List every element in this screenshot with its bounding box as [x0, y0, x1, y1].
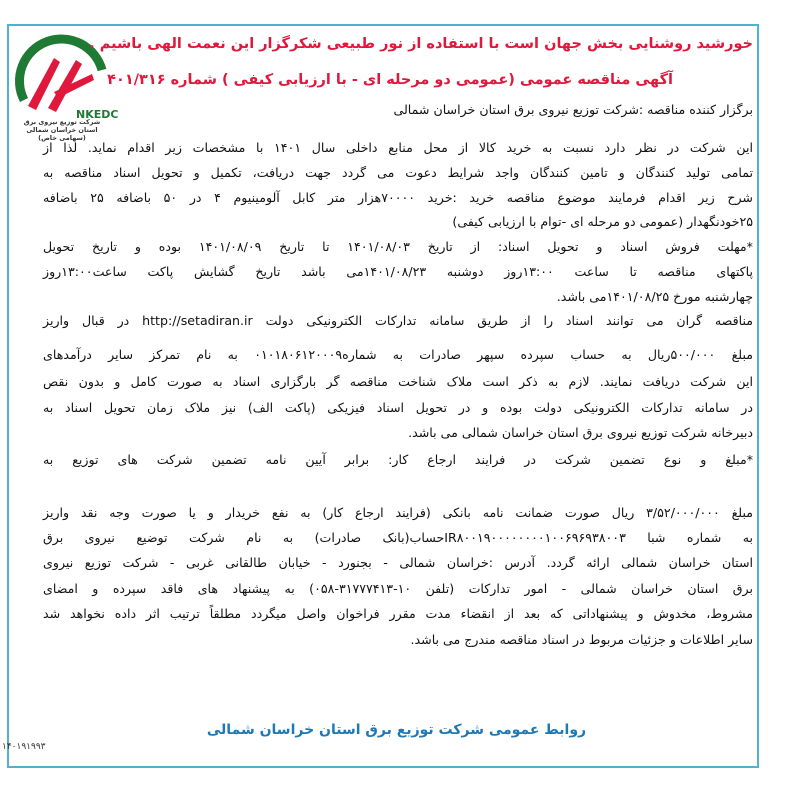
logo-caption: شرکت توزیع نیروی برق استان خراسان شمالی (سهامی خاص)	[23, 118, 101, 142]
body-line: مبلغ ۵۰۰/۰۰۰ریال به حساب سپرده سپهر صادرات به شماره۰۱۰۱۸۰۶۱۲۰۰۰۹ به نام تمرکز سایر درآمدهای	[43, 347, 753, 362]
body-line: پاکتهای مناقصه تا ساعت ۱۳:۰۰روز دوشنبه ۱۴۰۱/۰۸/۲۳می باشد تاریخ گشایش پاکت ساعت۱۳:۰۰روز	[43, 264, 753, 279]
body-line: سایر اطلاعات و جزئیات مربوط در اسناد مناقصه مندرج می باشد.	[410, 632, 753, 647]
body-line: *مبلغ و نوع تضمین شرکت در فرایند ارجاع کار: برابر آیین نامه تضمین شرکت های توزیع به	[43, 452, 753, 467]
body-line: این شرکت در نظر دارد نسبت به خرید کالا از محل منابع داخلی سال ۱۴۰۱ با مشخصات زیر اقدام نماید. لذا از	[43, 140, 753, 155]
body-line: مشروط، مخدوش و پیشنهاداتی که بعد از انقضاء مدت مقرر فراخوان واصل میگردد مطلقاً ترتیب اثر داده نخواهد شد	[43, 606, 753, 621]
body-line: ۲۵خودنگهدار (عمومی دو مرحله ای -توام با ارزیابی کیفی)	[452, 214, 753, 229]
ad-code: ۱۴۰۱۹۱۹۹۳	[2, 742, 46, 752]
body-line: چهارشنبه مورخ ۱۴۰۱/۰۸/۲۵می باشد.	[556, 289, 753, 304]
body-line: این شرکت دریافت نمایند. لازم به ذکر است ملاک شناخت مناقصه گر بارگزاری اسناد به صورت کامل و بدون نقص	[43, 374, 753, 389]
tender-title: آگهی مناقصه عمومی (عمومی دو مرحله ای - با ارزیابی کیفی ) شماره ۴۰۱/۳۱۶	[107, 72, 673, 88]
body-line: مبلغ ۳/۵۲/۰۰۰/۰۰۰ ریال صورت ضمانت نامه بانکی (فرایند ارجاع کار) به نفع خریدار و یا صورت وجه نقد واریز	[43, 505, 753, 520]
body-line: به شماره شبا IR۸۰۰۱۹۰۰۰۰۰۰۰۰۱۰۰۶۹۶۹۳۸۰۰۳حساب(بانک صادرات) به نام شرکت توضیع نیروی برق	[43, 530, 753, 545]
logo-brand: NKEDC	[76, 108, 119, 121]
ad-frame	[7, 24, 759, 768]
body-line: برگزار کننده مناقصه :شرکت توزیع نیروی برق استان خراسان شمالی	[393, 102, 753, 117]
body-line: استان خراسان شمالی ارائه گردد. آدرس :خراسان شمالی - بجنورد - خیابان طالقانی غربی - شرکت توزیع نیروی	[43, 555, 753, 570]
body-line: برق استان خراسان شمالی - امور تدارکات (تلفن ۱۰-۳۱۷۷۷۴۱۳-۰۵۸) به پیشنهاد های فاقد سپرده و امضای	[43, 581, 753, 596]
signature: روابط عمومی شرکت توزیع برق استان خراسان شمالی	[206, 722, 587, 738]
body-line: مناقصه گران می توانند اسناد را از طریق سامانه تدارکات الکترونیکی دولت http://setadiran.ir در قبال واریز	[43, 313, 753, 328]
body-line: تمامی تولید کنندگان و تامین کنندگان واجد شرایط دعوت می گردد جهت دریافت، تکمیل و تحویل اسناد مناقصه به	[43, 165, 753, 180]
slogan: خورشید روشنایی بخش جهان است با استفاده از نور طبیعی شکرگزار این نعمت الهی باشیم .	[89, 36, 753, 52]
body-line: در سامانه تدارکات الکترونیکی دولت بوده و در تحویل اسناد فیزیکی (پاکت الف) نیز ملاک زمان تحویل اسناد به	[43, 400, 753, 415]
body-line: دبیرخانه شرکت توزیع نیروی برق استان خراسان شمالی می باشد.	[408, 425, 753, 440]
body-line: شرح زیر اقدام فرمایند موضوع مناقصه خرید :خرید ۷۰۰۰۰هزار متر کابل آلومینیوم ۴ در ۵۰ باضافه ۲۵ باضافه	[43, 190, 753, 205]
body-line: *مهلت فروش اسناد و تحویل اسناد: از تاریخ ۱۴۰۱/۰۸/۰۳ تا تاریخ ۱۴۰۱/۰۸/۰۹ بوده و تاریخ تحویل	[43, 239, 753, 254]
